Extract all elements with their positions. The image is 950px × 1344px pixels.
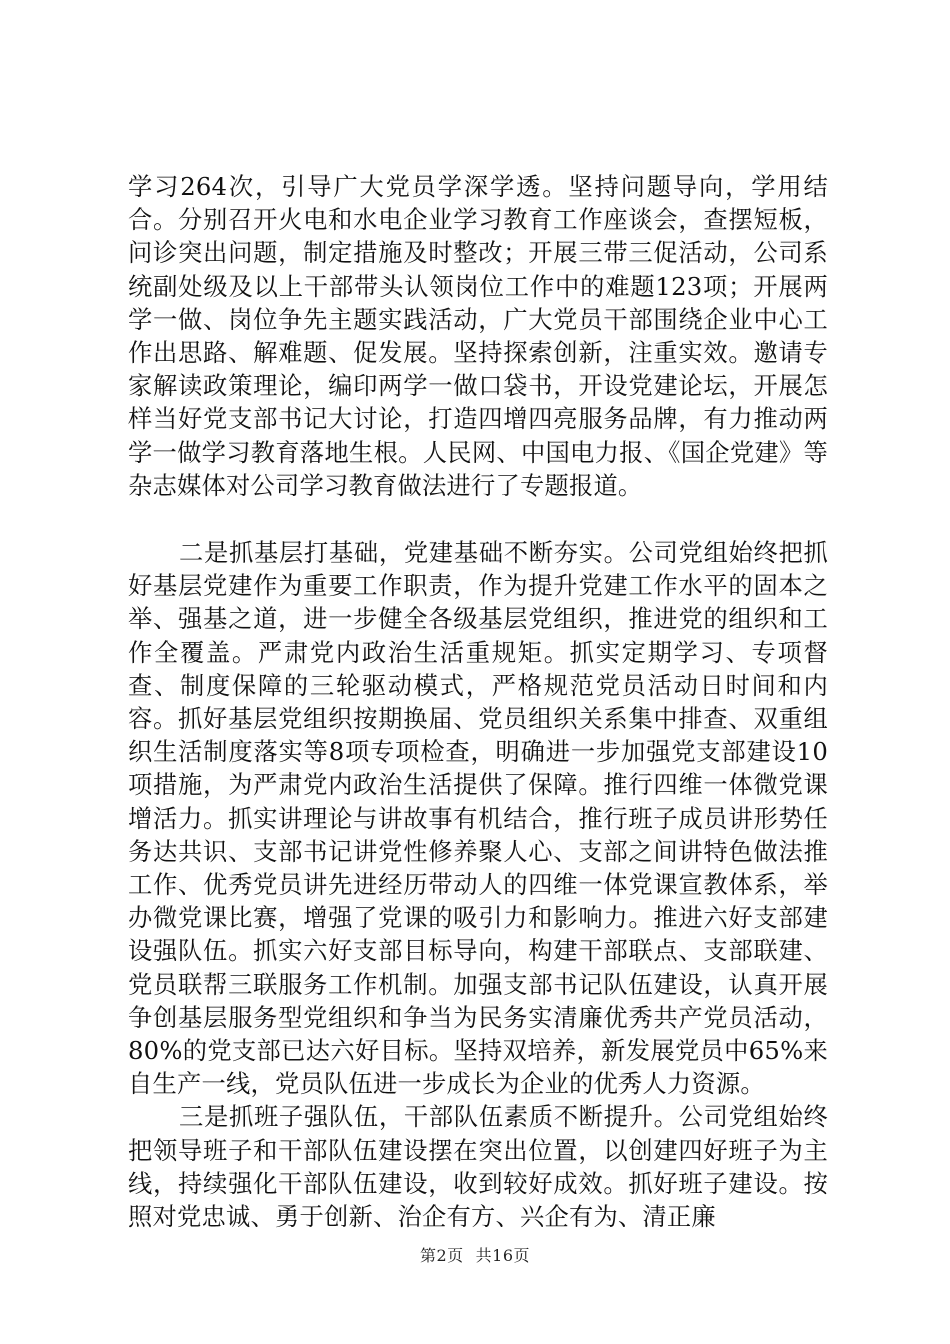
paragraph-3: 三是抓班子强队伍，干部队伍素质不断提升。公司党组始终把领导班子和干部队伍建设摆在突出位置，以创建四好班子为主线，持续强化干部队伍建设，收到较好成效。抓好班子建设。按照对党忠诚、勇于创新、治企有方、兴企有为、清正廉: [128, 1102, 828, 1232]
page-number: 第2页: [419, 1246, 464, 1265]
paragraph-2: 二是抓基层打基础，党建基础不断夯实。公司党组始终把抓好基层党建作为重要工作职责，作为提升党建工作水平的固本之举、强基之道，进一步健全各级基层党组织，推进党的组织和工作全覆盖。严肃党内政治生活重规矩。抓实定期学习、专项督查、制度保障的三轮驱动模式，严格规范党员活动日时间和内容。抓好基层党组织按期换届、党员组织关系集中排查、双重组织生活制度落实等8项专项检查，明确进一步加强党支部建设10项措施，为严肃党内政治生活提供了保障。推行四维一体微党课增活力。抓实讲理论与讲故事有机结合，推行班子成员讲形势任务达共识、支部书记讲党性修养聚人心、支部之间讲特色做法推工作、优秀党员讲先进经历带动人的四维一体党课宣教体系，举办微党课比赛，增强了党课的吸引力和影响力。推进六好支部建设强队伍。抓实六好支部目标导向，构建干部联点、支部联建、党员联帮三联服务工作机制。加强支部书记队伍建设，认真开展争创基层服务型党组织和争当为民务实清廉优秀共产党员活动，80%的党支部已达六好目标。坚持双培养，新发展党员中65%来自生产一线，党员队伍进一步成长为企业的优秀人力资源。: [128, 538, 828, 1099]
document-body: [128, 170, 828, 1233]
page-total: 共16页: [475, 1246, 531, 1265]
page-footer: [0, 1243, 950, 1266]
paragraph-1: 学习264次，引导广大党员学深学透。坚持问题导向，学用结合。分别召开火电和水电企业学习教育工作座谈会，查摆短板，问诊突出问题，制定措施及时整改；开展三带三促活动，公司系统副处级及以上干部带头认领岗位工作中的难题123项；开展两学一做、岗位争先主题实践活动，广大党员干部围绕企业中心工作出思路、解难题、促发展。坚持探索创新，注重实效。邀请专家解读政策理论，编印两学一做口袋书，开设党建论坛，开展怎样当好党支部书记大讨论，打造四增四亮服务品牌，有力推动两学一做学习教育落地生根。人民网、中国电力报、《国企党建》等杂志媒体对公司学习教育做法进行了专题报道。: [128, 172, 828, 500]
